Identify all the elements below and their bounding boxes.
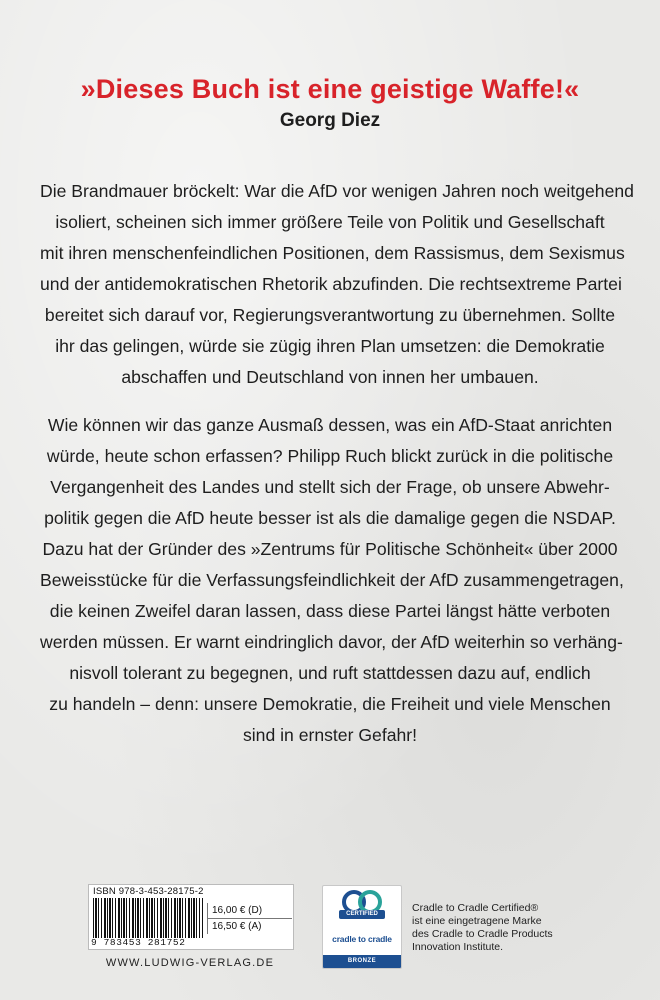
- badge-name: cradle to cradle: [332, 934, 392, 944]
- price-austria: 16,50 € (A): [212, 921, 262, 932]
- c2c-notice-line: Cradle to Cradle Certified®: [412, 902, 539, 914]
- blurb-line: isoliert, scheinen sich immer größere Teile von Politik und Gesellschaft: [55, 212, 605, 232]
- blurb-line: ihr das gelingen, würde sie zügig ihren Plan umsetzen: die Demokratie: [55, 336, 605, 356]
- blurb-line: nisvoll tolerant zu begegnen, und ruft stattdessen dazu auf, endlich: [69, 663, 591, 683]
- barcode-digits: 9 783453 281752: [91, 937, 186, 948]
- isbn-number: ISBN 978-3-453-28175-2: [93, 886, 204, 897]
- blurb-line: abschaffen und Deutschland von innen her umbauen.: [121, 367, 539, 387]
- blurb-line: politik gegen die AfD heute besser ist als die damalige gegen die NSDAP.: [44, 508, 616, 528]
- blurb-line: und der antidemokratischen Rhetorik abzufinden. Die rechtsextreme Partei: [40, 274, 622, 294]
- c2c-notice-line: des Cradle to Cradle Products: [412, 928, 553, 940]
- blurb-paragraph-2: [40, 410, 624, 751]
- price-box: [207, 903, 292, 934]
- c2c-notice-line: Innovation Institute.: [412, 941, 504, 953]
- blurb-line: die keinen Zweifel daran lassen, dass diese Partei längst hätte verboten: [49, 601, 611, 621]
- isbn-barcode-box: [88, 884, 294, 950]
- blurb-line: Dazu hat der Gründer des »Zentrums für Politische Schönheit« über 2000: [42, 539, 618, 559]
- blurb-line: mit ihren menschenfeindlichen Positionen, dem Rassismus, dem Sexismus: [40, 243, 625, 263]
- endorsement-quote: »Dieses Buch ist eine geistige Waffe!«: [80, 74, 580, 104]
- badge-certified-label: CERTIFIED: [339, 910, 385, 919]
- barcode-icon: [93, 898, 203, 938]
- blurb-line: Wie können wir das ganze Ausmaß dessen, was ein AfD-Staat anrichten: [47, 415, 613, 435]
- blurb-line: Die Brandmauer bröckelt: War die AfD vor wenigen Jahren noch weitgehend: [40, 181, 634, 201]
- blurb-line: würde, heute schon erfassen? Philipp Ruch blickt zurück in die politische: [46, 446, 614, 466]
- blurb-paragraph-1: [40, 176, 634, 393]
- c2c-notice-line: ist eine eingetragene Marke: [412, 915, 542, 927]
- blurb-line: bereitet sich darauf vor, Regierungsverantwortung zu übernehmen. Sollte: [44, 305, 616, 325]
- endorsement-author: Georg Diez: [279, 110, 381, 131]
- publisher-website: WWW.LUDWIG-VERLAG.DE: [105, 957, 275, 969]
- price-germany: 16,00 € (D): [208, 903, 292, 919]
- blurb-line: zu handeln – denn: unsere Demokratie, die Freiheit und viele Menschen: [49, 694, 611, 714]
- badge-level: BRONZE: [323, 955, 401, 968]
- blurb-line: sind in ernster Gefahr!: [242, 725, 418, 745]
- blurb-line: Beweisstücke für die Verfassungsfeindlichkeit der AfD zusammengetragen,: [40, 570, 624, 590]
- blurb-line: werden müssen. Er warnt eindringlich davor, der AfD weiterhin so verhäng-: [40, 632, 623, 652]
- cradle-to-cradle-badge: [322, 885, 402, 969]
- c2c-trademark-notice: [412, 902, 582, 954]
- blurb-line: Vergangenheit des Landes und stellt sich der Frage, ob unsere Abwehr-: [50, 477, 610, 497]
